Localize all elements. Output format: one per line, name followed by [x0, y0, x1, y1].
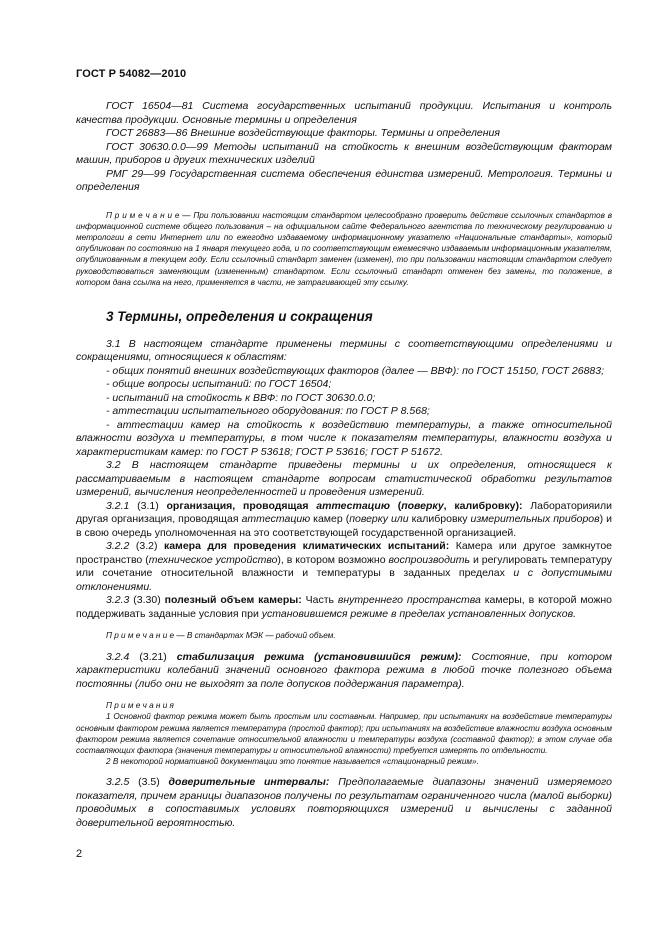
clause-list-item: - общие вопросы испытаний: по ГОСТ 16504; [106, 378, 332, 391]
clause-list-item: - аттестации камер на стойкость к воздействию температуры, а также относительной влажности воздуха и температуры, в том числе к показателям температуры, влажности воздуха и характеристикам камер: по ГОСТ Р 53618; ГОСТ Р 53616; ГОСТ Р 51672. [76, 418, 612, 458]
term-definition: воспроизводить [388, 553, 471, 566]
clause-intro: 3.1 В настоящем стандарте применены термины с соответствующими определениями и сокращениями, относящиеся к областям: [76, 337, 612, 364]
term-3-2-5 [76, 776, 612, 830]
page-content [76, 100, 612, 830]
term-definition: ) и в свою очередь уполномоченная на это соответствующей государственной организацией. [76, 513, 613, 539]
page-number: 2 [76, 848, 83, 860]
term-number: 3.2.4 [106, 650, 130, 663]
term-definition: камер ( [313, 513, 350, 526]
notes-label: П р и м е ч а н и я [106, 701, 174, 711]
reference-item: РМГ 29—99 Государственная система обеспечения единства измерений. Метрология. Термины и определения [76, 167, 612, 193]
term-name: , калибровку): [443, 499, 523, 512]
term-number: 3.2.1 [106, 499, 130, 512]
note-references [76, 210, 612, 288]
note-label: П р и м е ч а н и е — [106, 210, 191, 220]
term-definition: техническое устройство [148, 553, 278, 566]
term-definition: измерительных приборов [470, 513, 600, 526]
term-name: ( [397, 499, 402, 512]
term-definition: аттестацию [241, 513, 311, 526]
term-name: камера для проведения климатических испытаний: [163, 540, 450, 553]
term-number: 3.2.5 [106, 776, 130, 789]
term-definition: Лабораторияили другая организация, проводящая [76, 499, 613, 526]
clause-list-item: - аттестации испытательного оборудования: по ГОСТ Р 8.568; [106, 405, 430, 418]
term-ref: (3.5) [138, 776, 160, 789]
term-ref: (3.30) [133, 594, 161, 607]
term-name: полезный объем камеры: [164, 594, 302, 607]
normative-references [76, 100, 612, 195]
term-number: 3.2.2 [106, 540, 130, 553]
term-3-2-2 [76, 540, 612, 594]
term-definition: внутреннего пространства [337, 594, 481, 607]
term-definition: камеры, в которой можно поддерживать заданные условия при [76, 594, 612, 620]
clause-3-2: 3.2 В настоящем стандарте приведены термины и их определения, относящиеся к рассматриваемым в настоящем стандарте вопросам статистической обработки результатов измерений, вычисления неопределенностей и проведения измерений. [76, 459, 612, 499]
notes-regime [76, 700, 612, 767]
reference-item: ГОСТ 26883—86 Внешние воздействующие факторы. Термины и определения [106, 127, 500, 139]
reference-item: ГОСТ 30630.0.0—99 Методы испытаний на стойкость к внешним воздействующим факторам машин, приборов и других технических изделий [76, 140, 612, 166]
section-heading: 3 Термины, определения и сокращения [106, 308, 373, 324]
term-name: доверительные интервалы: [168, 776, 330, 789]
term-3-2-4 [76, 651, 612, 692]
clause-3-1 [76, 338, 612, 460]
term-definition: ), в котором возможно [277, 553, 386, 566]
term-ref: (3.21) [139, 650, 167, 663]
term-number: 3.2.3 [106, 594, 130, 607]
note-item: 1 Основной фактор режима может быть простым или составным. Например, при испытаниях на воздействие температуры основным фактором режима является температура (простой фактор); при испытаниях на воздействие влажности воздуха основным фактором режима является сочетание относительной влажности и температуры воздуха (составной фактор); в этом случае оба составляющих фактора (значения температуры и относительной влажности) требуется измерять по отдельности. [76, 712, 612, 755]
term-definition: Камера или другое замкнутое пространство ( [76, 540, 612, 566]
note-label: П р и м е ч а н и е — [106, 631, 185, 641]
term-3-2-1 [76, 500, 612, 541]
term-definition: Часть [305, 594, 334, 607]
term-name: поверку [401, 499, 444, 512]
term-ref: (3.2) [135, 540, 158, 553]
note-text: При пользовании настоящим стандартом целесообразно проверить действие ссылочных стандартов в информационной системе общего пользования – на официальном сайте Федерального агентства по техническому регулированию и метрологии в сети Интернет или по ежегодно издаваемому информационному указателю «Национальные стандарты», который опубликован по состоянию на 1 января текущего года, и по соответствующим ежемесячно издаваемым информационным указателям, опубликованным в текущем году. Если ссылочный стандарт заменен (изменен), то при пользовании настоящим стандартом следует руководствоваться заменяющим (измененным) стандартом. Если ссылочный стандарт отменен без замены, то положение, в котором дана ссылка на него, применяется в части, не затрагивающей эту ссылку. [76, 210, 612, 287]
running-header: ГОСТ Р 54082—2010 [76, 68, 187, 80]
note-item: 2 В некоторой нормативной документации это понятие называется «стационарный режим». [106, 757, 479, 767]
term-name: стабилизация режима (установившийся режим): [176, 650, 462, 663]
term-definition: Предполагаемые диапазоны значений измеряемого показателя, причем границы диапазонов получены по результатам ограниченного числа (малой выборки) проводимых в сопоставимых условиях повторяющихся измерений и вычислены с заданной доверительной вероятностью. [76, 776, 613, 829]
term-definition: установившемся режиме в пределах установленных допусков. [261, 607, 577, 620]
clause-list-item: - общих понятий внешних воздействующих факторов (далее — ВВФ): по ГОСТ 15150, ГОСТ 26883; [106, 364, 605, 377]
term-definition: калибровку [411, 513, 468, 526]
term-ref: (3.1) [137, 499, 159, 512]
term-name: аттестацию [316, 499, 390, 512]
reference-item: ГОСТ 16504—81 Система государственных испытаний продукции. Испытания и контроль качества продукции. Основные термины и определения [76, 100, 612, 126]
term-definition: и с допустимыми отклонениями. [76, 567, 612, 593]
term-definition: поверку или [349, 513, 409, 526]
term-3-2-3 [76, 594, 612, 621]
note-text: В стандартах МЭК — рабочий объем. [186, 631, 336, 641]
term-name: организация, проводящая [166, 499, 309, 512]
clause-list-item: - испытаний на стойкость к ВВФ: по ГОСТ 30630.0.0; [106, 391, 376, 404]
note-working-volume [76, 630, 612, 641]
term-definition: Состояние, при котором характеристики колебаний значений основного фактора режима в любой точке полезного объема постоянны (либо они не выходят за поле допусков поддержания параметра). [76, 650, 612, 690]
term-definition: и регулировать температуру или сочетание относительной влажности и температуры в заданных пределах [76, 553, 612, 580]
